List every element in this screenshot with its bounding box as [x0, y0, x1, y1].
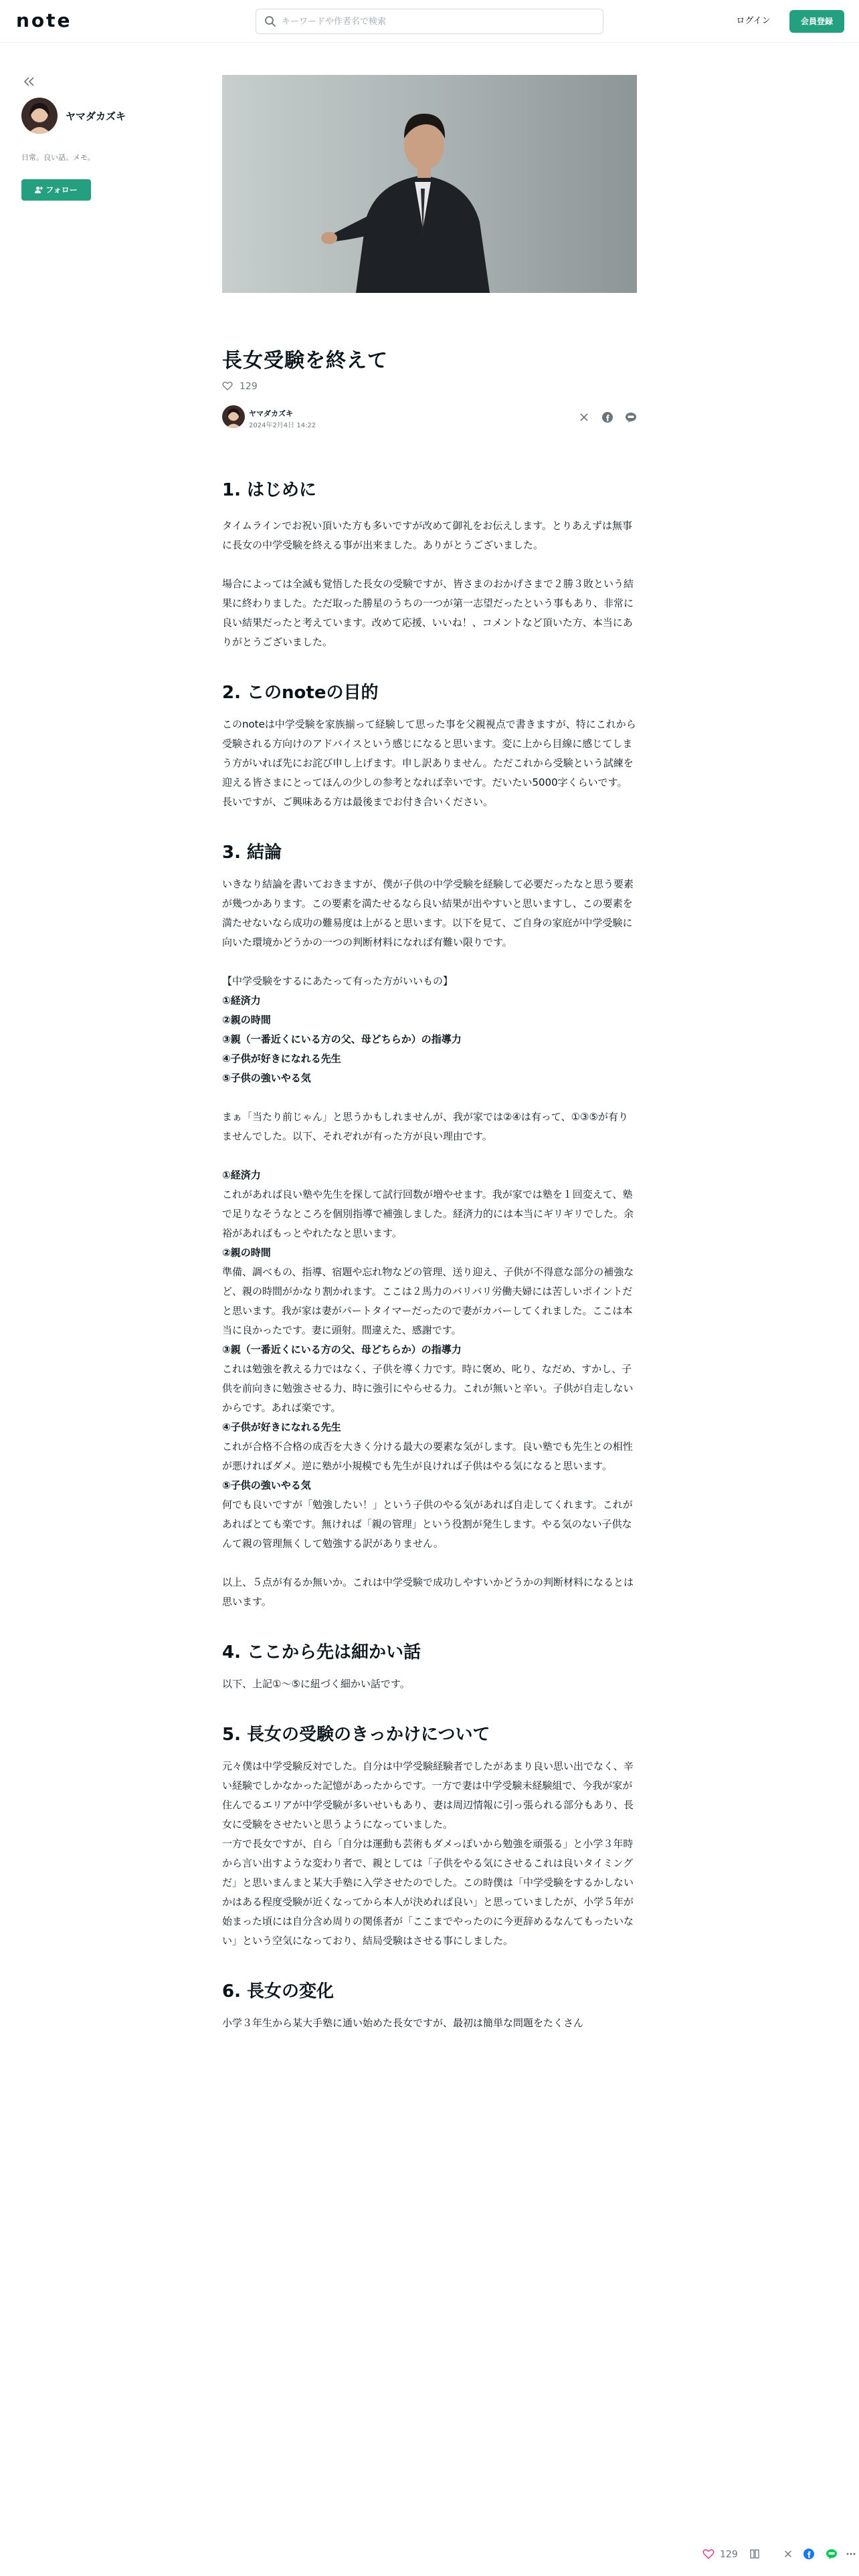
author-block: [222, 405, 637, 429]
x-share-icon[interactable]: [578, 411, 590, 423]
facebook-share-icon[interactable]: [601, 411, 613, 423]
author-name[interactable]: ヤマダカズキ: [249, 409, 293, 418]
paragraph: このnoteは中学受験を家族揃って経験して思った事を父親視点で書きますが、特にこれから受験される方向けのアドバイスという感じになると思います。変に上から目線に感じてしまう方がいれば先にお詫び申し上げます。申し訳ありません。ただこれから受験という試練を迎える皆さまにとってほんの少しの参考となれば幸いです。だいたい5000字くらいです。長いですが、ご興味ある方は最後までお付き合いください。: [222, 718, 636, 808]
paragraph: 【中学受験をするにあたって有った方がいいもの】: [222, 975, 454, 987]
note-logo[interactable]: note: [16, 9, 72, 31]
signup-button[interactable]: 会員登録: [789, 10, 844, 33]
section-heading: 4. ここから先は細かい話: [222, 1642, 421, 1662]
list-item: ⑤子供の強いやる気: [222, 1072, 311, 1084]
item-label: ③親（一番近くにいる方の父、母どちらか）の指導力: [222, 1344, 462, 1356]
collapse-sidebar-icon[interactable]: [21, 74, 37, 90]
paragraph: 以下、上記①〜⑤に紐づく細かい話です。: [222, 1678, 410, 1690]
footer-x-share-icon[interactable]: [783, 2548, 793, 2561]
paragraph: [222, 1088, 637, 1107]
item-text: これは勉強を教える力ではなく、子供を導く力です。時に褒め、叱り、なだめ、すかし、子供を前向きに勉強させる力、時に強引にやらせる力。これが無いと辛い。子供が自走しないからです。あれば楽です。: [222, 1363, 634, 1414]
share-buttons: [570, 411, 637, 423]
search-input[interactable]: [282, 9, 596, 33]
author-avatar-small[interactable]: [222, 405, 245, 428]
follow-button[interactable]: [21, 179, 91, 201]
paragraph: [222, 1553, 637, 1573]
section-heading: 5. 長女の受験のきっかけについて: [222, 1725, 490, 1745]
paragraph: いきなり結論を書いておきますが、僕が子供の中学受験を経験して必要だったなと思う要素が幾つかあります。この要素を満たせるなら良い結果が出やすいと思いますし、この要素を満たせないなら成功の難易度は上がると思います。以下を見て、ご自身の家庭が中学受験に向いた環境かどうかの一つの判断材料になれば有難い限りです。: [222, 878, 634, 948]
footer-line-share-icon[interactable]: [826, 2548, 838, 2561]
item-text: これが合格不合格の成否を大きく分ける最大の要素な気がします。良い塾でも先生との相性が悪ければダメ。逆に塾が小規模でも先生が良ければ子供はやる気になると思います。: [222, 1440, 633, 1472]
paragraph: [222, 952, 637, 972]
follow-label: フォロー: [45, 185, 78, 195]
add-user-icon: [35, 186, 43, 194]
search-icon: [264, 15, 276, 27]
list-item: ④子供が好きになれる先生: [222, 1053, 341, 1065]
item-label: ④子供が好きになれる先生: [222, 1421, 341, 1433]
paragraph: 一方で長女ですが、自ら「自分は運動も芸術もダメっぽいから勉強を頑張る」と小学３年時から言い出すような変わり者で、親としては「子供をやる気にさせるこれは良いタイミングだ」と思いまんまと某大手塾に入学させたのでした。この時僕は「中学受験をするかしないかはある程度受験が近くなってから本人が決めれば良い」と思っていましたが、小学５年が始まった頃には自分含め周りの関係者が「ここまでやったのに今更辞めるなんてもったいない」という空気になっており、結局受験はさせる事にしました。: [222, 1838, 634, 1947]
sidebar-bio: 日常。良い話。メモ。: [21, 153, 95, 162]
section-heading: 1. はじめに: [222, 480, 317, 500]
item-text: 何でも良いですが「勉強したい！」という子供のやる気があれば自走してくれます。これがあればとても楽です。無ければ「親の管理」という役割が発生します。やる気のない子供なんて親の管理無くして勉強する訳がありません。: [222, 1499, 633, 1549]
like-count: 129: [240, 381, 258, 392]
item-label: ⑤子供の強いやる気: [222, 1479, 311, 1491]
item-text: 準備、調べもの、指導、宿題や忘れ物などの管理、送り迎え、子供が不得意な部分の補強など、親の時間がかなり割かれます。ここは２馬力のバリバリ労働夫婦には苦しいポイントだと思います。我が家は妻がパートタイマーだったので妻がカバーしてくれました。ここは本当に良かったです。妻に頭射。間違えた、感謝です。: [222, 1266, 634, 1336]
heart-icon[interactable]: [222, 381, 233, 391]
author-avatar[interactable]: [21, 98, 58, 134]
avatar-image: [21, 98, 58, 134]
hero-photo: [222, 75, 637, 293]
like-count-row: [222, 380, 258, 393]
paragraph: 場合によっては全滅も覚悟した長女の受験ですが、皆さまのおかげさまで２勝３敗という結果に終わりました。ただ取った勝星のうちの一つが第一志望だったという事もあり、非常に良い結果だったと考えています。改めて応援、いいね！、コメントなど頂いた方、本当にありがとうございました。: [222, 578, 634, 648]
list-item: ③親（一番近くにいる方の父、母どちらか）の指導力: [222, 1033, 462, 1045]
paragraph: まぁ「当たり前じゃん」と思うかもしれませんが、我が家では②④は有って、①③⑤が有りませんでした。以下、それぞれが有った方が良い理由です。: [222, 1111, 628, 1142]
section-heading: 2. このnoteの目的: [222, 683, 379, 703]
publish-date: 2024年2月4日 14:22: [249, 422, 316, 429]
top-header: [0, 0, 859, 43]
magazine-add-icon[interactable]: [749, 2548, 761, 2561]
avatar-image: [222, 405, 245, 428]
section-heading: 3. 結論: [222, 843, 282, 863]
floating-action-bar: [696, 2545, 859, 2564]
paragraph: 元々僕は中学受験反対でした。自分は中学受験経験者でしたがあまり良い思い出でなく、辛い経験でしかなかった記憶があったからです。一方で妻は中学受験未経験組で、今我が家が住んでるエリアが中学受験が多いせいもあり、妻は周辺情報に引っ張られる部分もあり、長女に受験をさせたいと思うようになっていました。: [222, 1760, 634, 1830]
login-link[interactable]: ログイン: [736, 16, 771, 26]
article-body: [222, 468, 637, 2033]
paragraph: 以上、５点が有るか無いか。これは中学受験で成功しやすいかどうかの判断材料になるとは思います。: [222, 1576, 634, 1608]
footer-facebook-share-icon[interactable]: [803, 2548, 815, 2561]
list-item: ②親の時間: [222, 1014, 271, 1026]
article-title: 長女受験を終えて: [222, 349, 388, 372]
paragraph: 小学３年生から某大手塾に通い始めた長女ですが、最初は簡単な問題をたくさん: [222, 2017, 584, 2029]
paragraph: タイムラインでお祝い頂いた方も多いですが改めて御礼をお伝えします。とりあえずは無事に長女の中学受験を終える事が出来ました。ありがとうございました。: [222, 520, 633, 551]
item-text: これがあれば良い塾や先生を探して試行回数が増やせます。我が家では塾を１回変えて、塾で足りなそうなところを個別指導で補強しました。経済力的には本当にギリギリでした。余裕があればもっとやれたなと思います。: [222, 1188, 634, 1239]
paragraph: [222, 1146, 637, 1166]
more-options-icon[interactable]: [846, 2548, 856, 2561]
footer-like-count: 129: [720, 2549, 738, 2560]
sidebar-author-name[interactable]: ヤマダカズキ: [66, 110, 126, 122]
line-share-icon[interactable]: [625, 411, 637, 423]
search-box[interactable]: [256, 9, 603, 34]
footer-like-button[interactable]: [702, 2548, 714, 2561]
list-item: ①経済力: [222, 994, 261, 1006]
item-label: ①経済力: [222, 1169, 261, 1181]
section-heading: 6. 長女の変化: [222, 1981, 335, 2002]
heart-icon: [702, 2548, 714, 2560]
item-label: ②親の時間: [222, 1247, 271, 1259]
paragraph: [222, 555, 637, 574]
article-hero-image: [222, 75, 637, 293]
